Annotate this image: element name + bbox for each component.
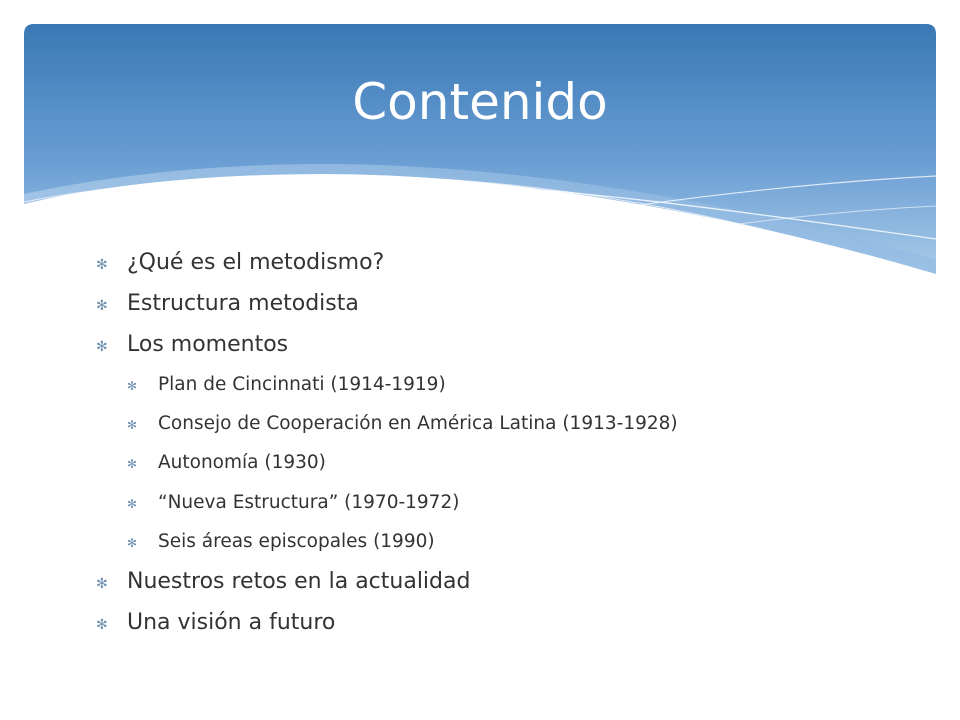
sub-list-item: [96, 404, 916, 443]
content-bullet-list: [96, 242, 916, 643]
list-item-label: Una visión a futuro: [127, 609, 336, 635]
sub-list-item: [96, 443, 916, 482]
list-item-label: Nuestros retos en la actualidad: [127, 568, 471, 594]
asterisk-bullet-icon: ✻: [96, 575, 108, 592]
sub-list-item: [96, 483, 916, 522]
list-item: [96, 283, 916, 324]
sub-list-item-label: Autonomía (1930): [158, 452, 326, 474]
header-wave-graphic: [24, 24, 936, 274]
slide-title: Contenido: [352, 73, 608, 131]
sub-list-item: [96, 365, 916, 404]
asterisk-bullet-icon: ✻: [127, 457, 138, 472]
list-item-label: ¿Qué es el metodismo?: [127, 250, 385, 275]
sub-list-item-label: “Nueva Estructura” (1970-1972): [158, 491, 460, 513]
asterisk-bullet-icon: ✻: [96, 257, 108, 273]
sub-list-item-label: Plan de Cincinnati (1914-1919): [158, 374, 446, 395]
list-item: [96, 242, 916, 283]
asterisk-bullet-icon: ✻: [96, 616, 108, 633]
sub-list-item: [96, 522, 916, 561]
asterisk-bullet-icon: ✻: [127, 496, 138, 511]
list-item: [96, 561, 916, 602]
list-item: [96, 602, 916, 643]
asterisk-bullet-icon: ✻: [127, 379, 138, 393]
list-item: [96, 324, 916, 365]
asterisk-bullet-icon: ✻: [96, 298, 108, 314]
list-item-label: Los momentos: [127, 332, 289, 357]
list-item-label: Estructura metodista: [127, 291, 359, 316]
asterisk-bullet-icon: ✻: [96, 339, 108, 355]
asterisk-bullet-icon: ✻: [127, 535, 138, 550]
header-banner: [24, 24, 936, 274]
sub-list-item-label: Consejo de Cooperación en América Latina (1913-1928): [158, 413, 678, 435]
asterisk-bullet-icon: ✻: [127, 418, 138, 433]
sub-list-item-label: Seis áreas episcopales (1990): [158, 530, 435, 552]
